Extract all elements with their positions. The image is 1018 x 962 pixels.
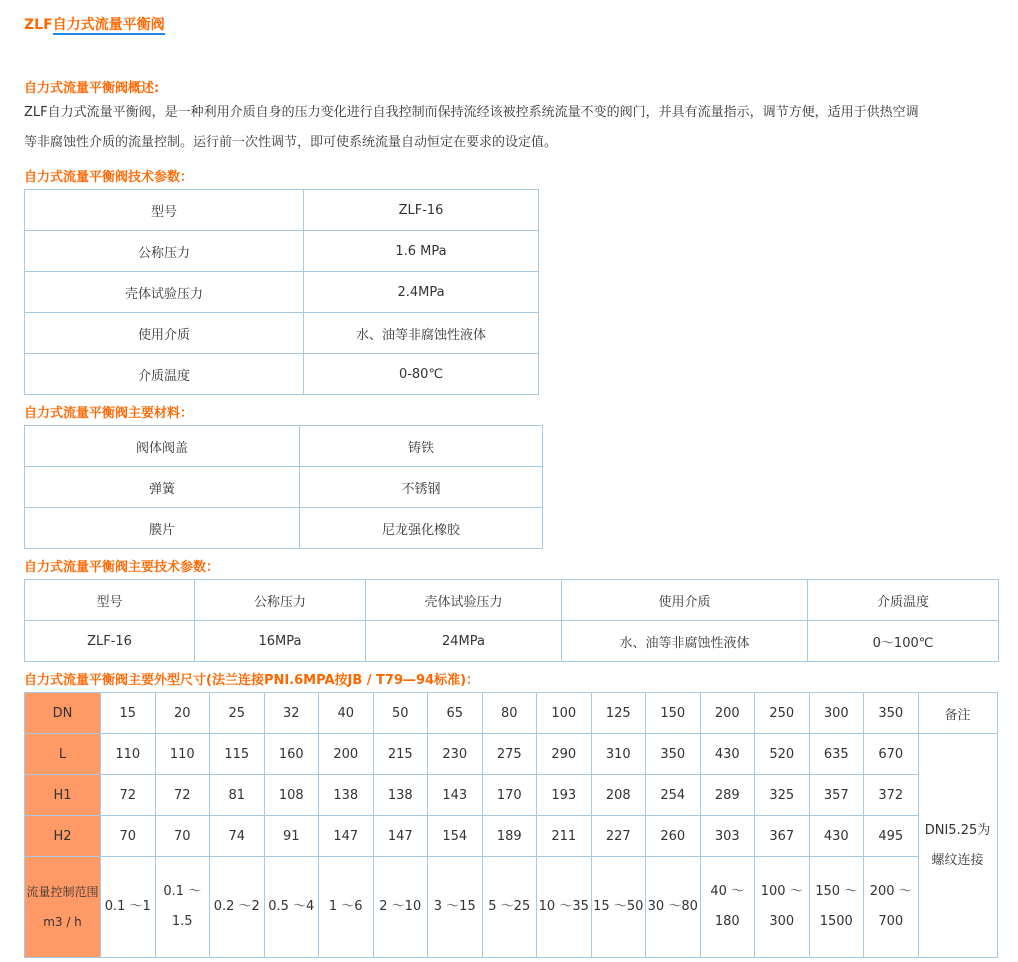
table-cell: 372 [864, 775, 919, 816]
table-cell: 170 [482, 775, 537, 816]
table-cell: ZLF-16 [25, 621, 195, 662]
table-cell: 250 [755, 693, 810, 734]
table-cell: 0.1 ～1.5 [155, 857, 210, 958]
table-cell: 70 [155, 816, 210, 857]
table-row [25, 693, 998, 734]
table-cell: 110 [155, 734, 210, 775]
table-cell: 430 [809, 816, 864, 857]
row-header: H2 [25, 816, 101, 857]
table-cell: 200 [700, 693, 755, 734]
overview-line1: ZLF自力式流量平衡阀，是一种利用介质自身的压力变化进行自我控制而保持流经该被控系统流量不变的阀门，并具有流量指示，调节方便，适用于供热空调 [24, 105, 919, 120]
table-row [25, 313, 539, 354]
row-header: L [25, 734, 101, 775]
table-row [25, 190, 539, 231]
table-cell: 100 ～300 [755, 857, 810, 958]
dims-table [24, 692, 998, 958]
table-row [25, 816, 998, 857]
param-value: 水、油等非腐蚀性液体 [304, 313, 539, 354]
table-cell: 520 [755, 734, 810, 775]
table-cell: 208 [591, 775, 646, 816]
param-value: 0-80℃ [304, 354, 539, 395]
table-cell: 72 [155, 775, 210, 816]
overview-line2: 等非腐蚀性介质的流量控制。运行前一次性调节，即可使系统流量自动恒定在要求的设定值。 [24, 135, 558, 150]
table-cell: 24MPa [366, 621, 562, 662]
table-cell: 108 [264, 775, 319, 816]
table-cell: 350 [864, 693, 919, 734]
table-cell: 150 [646, 693, 701, 734]
table-cell: 115 [210, 734, 265, 775]
table-cell: 125 [591, 693, 646, 734]
table-cell: 350 [646, 734, 701, 775]
note-cell: DNI5.25为螺纹连接 [918, 734, 997, 958]
table-cell: 200 [319, 734, 374, 775]
part-name: 弹簧 [25, 467, 300, 508]
table-cell: 0.2 ～2 [210, 857, 265, 958]
table-row [25, 857, 998, 958]
table-cell: 189 [482, 816, 537, 857]
row-header: H1 [25, 775, 101, 816]
table-cell: 211 [537, 816, 592, 857]
table-cell: 300 [809, 693, 864, 734]
table-cell: 310 [591, 734, 646, 775]
table-row [25, 426, 543, 467]
table-cell: 138 [373, 775, 428, 816]
table-row [25, 508, 543, 549]
column-header: 使用介质 [562, 580, 808, 621]
row-header: 流量控制范围m3 / h [25, 857, 101, 958]
table-row [25, 621, 999, 662]
table-cell: 80 [482, 693, 537, 734]
table-cell: 147 [319, 816, 374, 857]
column-header-note: 备注 [918, 693, 997, 734]
page-title [24, 14, 165, 34]
table-cell: 254 [646, 775, 701, 816]
table-cell: 70 [101, 816, 156, 857]
table-cell: 325 [755, 775, 810, 816]
table-cell: 水、油等非腐蚀性液体 [562, 621, 808, 662]
table-cell: 303 [700, 816, 755, 857]
table-cell: 72 [101, 775, 156, 816]
table-cell: 100 [537, 693, 592, 734]
table-cell: 5 ～25 [482, 857, 537, 958]
part-material: 不锈钢 [300, 467, 543, 508]
table-cell: 0～100℃ [808, 621, 999, 662]
param-name: 壳体试验压力 [25, 272, 304, 313]
table-row [25, 467, 543, 508]
table-cell: 25 [210, 693, 265, 734]
table-cell: 0.5 ～4 [264, 857, 319, 958]
title-link[interactable]: 自力式流量平衡阀 [52, 17, 165, 33]
table-cell: 227 [591, 816, 646, 857]
row-header: DN [25, 693, 101, 734]
part-name: 膜片 [25, 508, 300, 549]
table-cell: 367 [755, 816, 810, 857]
table-row [25, 775, 998, 816]
param-name: 型号 [25, 190, 304, 231]
table-cell: 260 [646, 816, 701, 857]
table-cell: 193 [537, 775, 592, 816]
tech-table [24, 189, 539, 395]
materials-heading: 自力式流量平衡阀主要材料： [24, 406, 194, 421]
table-cell: 160 [264, 734, 319, 775]
tech-heading: 自力式流量平衡阀技术参数： [24, 170, 194, 185]
main-tech-heading: 自力式流量平衡阀主要技术参数： [24, 560, 220, 575]
materials-table [24, 425, 543, 549]
table-cell: 81 [210, 775, 265, 816]
table-cell: 290 [537, 734, 592, 775]
column-header: 介质温度 [808, 580, 999, 621]
table-cell: 275 [482, 734, 537, 775]
table-cell: 50 [373, 693, 428, 734]
table-row [25, 272, 539, 313]
table-cell: 91 [264, 816, 319, 857]
table-cell: 357 [809, 775, 864, 816]
table-cell: 200 ～700 [864, 857, 919, 958]
table-row [25, 231, 539, 272]
param-value: 1.6 MPa [304, 231, 539, 272]
table-cell: 15 [101, 693, 156, 734]
table-cell: 143 [428, 775, 483, 816]
table-row [25, 734, 998, 775]
table-cell: 495 [864, 816, 919, 857]
table-cell: 154 [428, 816, 483, 857]
table-cell: 635 [809, 734, 864, 775]
table-cell: 74 [210, 816, 265, 857]
table-cell: 138 [319, 775, 374, 816]
table-cell: 10 ～35 [537, 857, 592, 958]
table-cell: 30 ～80 [646, 857, 701, 958]
table-cell: 110 [101, 734, 156, 775]
dims-heading: 自力式流量平衡阀主要外型尺寸(法兰连接PNI.6MPA按JB / T79—94标准)： [24, 673, 480, 688]
table-cell: 147 [373, 816, 428, 857]
param-value: 2.4MPa [304, 272, 539, 313]
column-header: 型号 [25, 580, 195, 621]
table-cell: 2 ～10 [373, 857, 428, 958]
param-value: ZLF-16 [304, 190, 539, 231]
table-cell: 16MPa [195, 621, 366, 662]
table-cell: 40 [319, 693, 374, 734]
part-name: 阀体阀盖 [25, 426, 300, 467]
part-material: 尼龙强化橡胶 [300, 508, 543, 549]
table-cell: 1 ～6 [319, 857, 374, 958]
table-cell: 215 [373, 734, 428, 775]
column-header: 公称压力 [195, 580, 366, 621]
table-cell: 230 [428, 734, 483, 775]
table-cell: 40 ～180 [700, 857, 755, 958]
table-cell: 289 [700, 775, 755, 816]
column-header: 壳体试验压力 [366, 580, 562, 621]
table-cell: 65 [428, 693, 483, 734]
table-cell: 20 [155, 693, 210, 734]
table-row [25, 580, 999, 621]
param-name: 使用介质 [25, 313, 304, 354]
table-cell: 430 [700, 734, 755, 775]
table-cell: 0.1 ～1 [101, 857, 156, 958]
param-name: 介质温度 [25, 354, 304, 395]
table-cell: 150 ～ 1500 [809, 857, 864, 958]
main-tech-table [24, 579, 999, 662]
table-cell: 32 [264, 693, 319, 734]
table-row [25, 354, 539, 395]
table-cell: 3 ～15 [428, 857, 483, 958]
table-cell: 670 [864, 734, 919, 775]
table-cell: 15 ～50 [591, 857, 646, 958]
overview-heading: 自力式流量平衡阀概述: [24, 81, 160, 96]
param-name: 公称压力 [25, 231, 304, 272]
part-material: 铸铁 [300, 426, 543, 467]
title-prefix: ZLF [24, 17, 53, 33]
